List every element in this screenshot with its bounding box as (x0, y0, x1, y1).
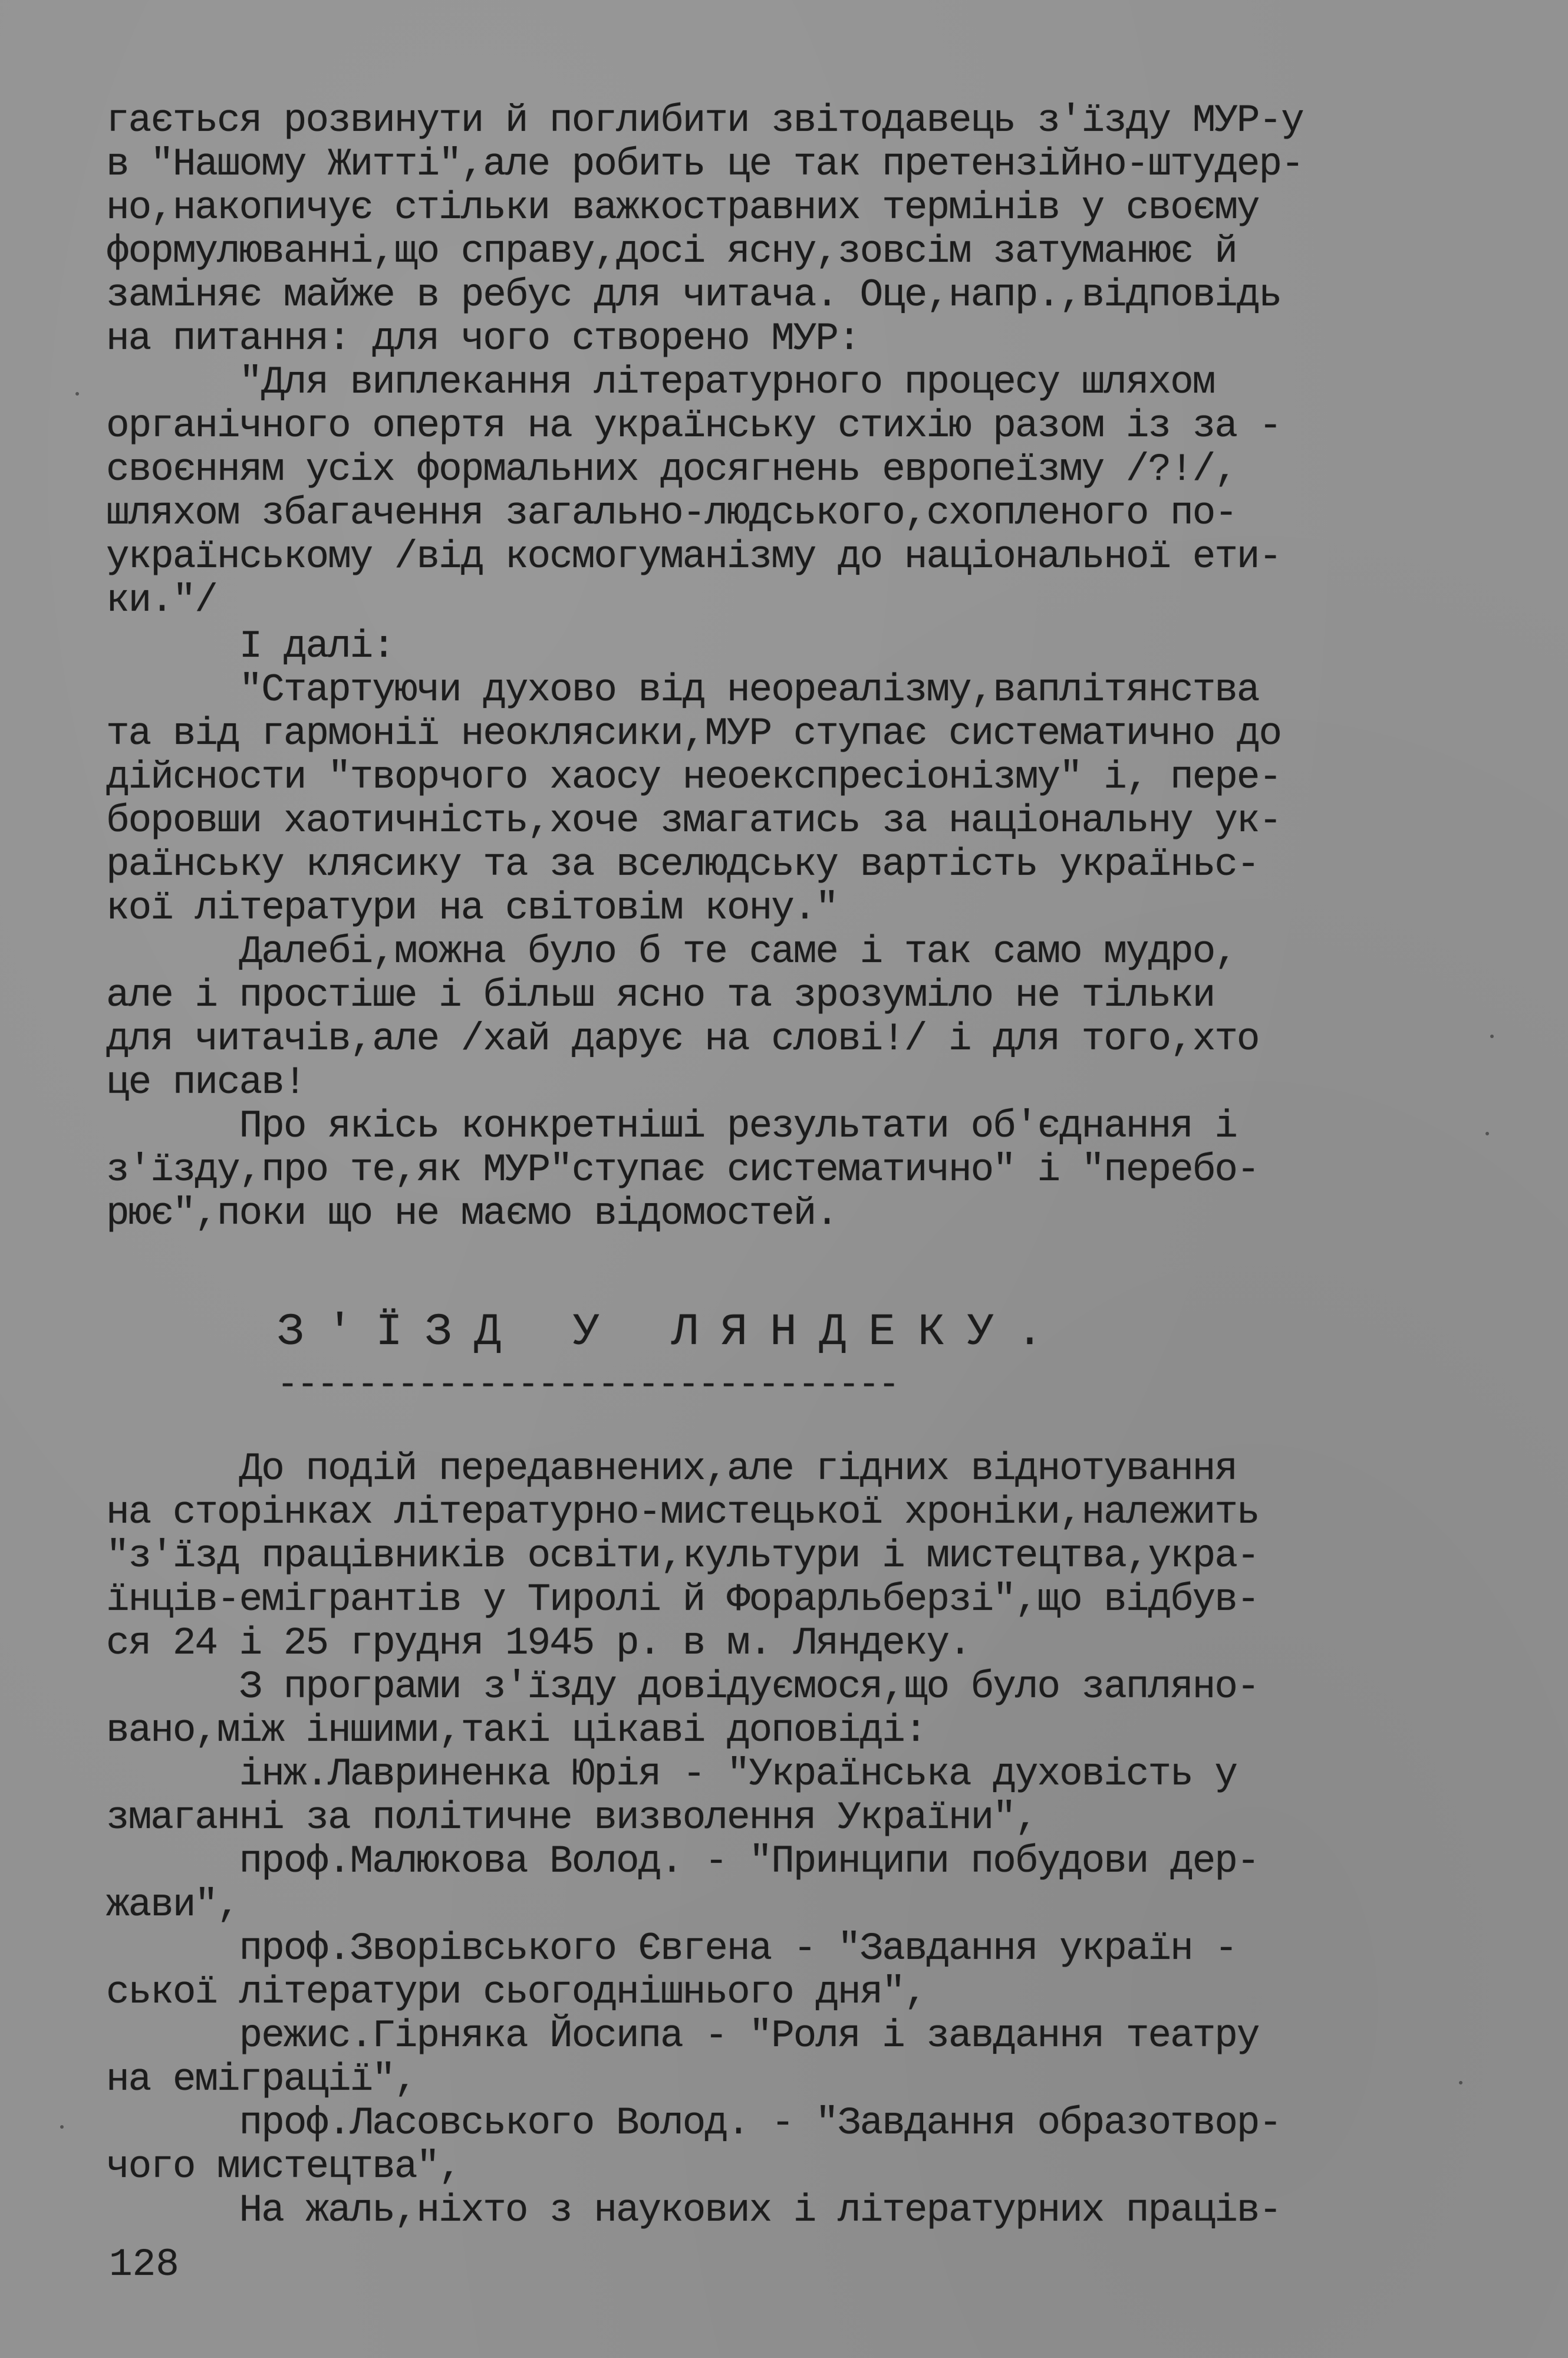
text-line: та від гармонії неоклясики,МУР ступає систематично до (106, 712, 1282, 756)
text-line: проф.Малюкова Волод. - "Принципи побудови дер- (106, 1839, 1259, 1883)
text-line: для читачів,але /хай дарує на слові!/ і для того,хто (106, 1017, 1259, 1061)
text-line: дійсности "творчого хаосу неоекспресіонізму" і, пере- (106, 755, 1282, 799)
text-block-top (106, 99, 1485, 623)
text-line: з'їзду,про те,як МУР"ступає систематично" і "перебо- (106, 1148, 1259, 1192)
text-line: боровши хаотичність,хоче змагатись за національну ук- (106, 799, 1282, 843)
text-line: шляхом збагачення загально-людського,схопленого по- (106, 491, 1237, 535)
text-line: "з'їзд працівників освіти,культури і мистецтва,укра- (106, 1534, 1259, 1578)
text-line: в "Нашому Житті",але робить це так претензійно-штудер- (106, 142, 1303, 186)
heading-underline: ------------------------------- (277, 1365, 899, 1405)
text-line: на питання: для чого створено МУР: (106, 317, 860, 361)
paper-speck (1459, 2081, 1462, 2084)
text-line: но,накопичує стільки важкостравних термінів у своєму (106, 186, 1259, 230)
text-line: ся 24 і 25 грудня 1945 р. в м. Ляндеку. (106, 1621, 971, 1665)
text-line: До подій передавнених,але гідних віднотування (106, 1447, 1237, 1491)
text-line: на сторінках літературно-мистецької хроніки,належить (106, 1490, 1259, 1534)
text-block-middle (106, 625, 1485, 1236)
text-line: але і простіше і більш ясно та зрозуміло не тільки (106, 973, 1215, 1017)
text-line: Про якісь конкретніші результати об'єднання і (106, 1104, 1237, 1148)
text-line: раїнську клясику та за вселюдську вартість україньс- (106, 842, 1259, 887)
text-line: жави", (106, 1883, 239, 1927)
text-line: гається розвинути й поглибити звітодавець з'їзду МУР-у (106, 98, 1303, 143)
text-line: інж.Лавриненка Юрія - "Українська духовість у (106, 1752, 1237, 1796)
text-line: заміняє майже в ребус для читача. Оце,напр.,відповідь (106, 273, 1282, 317)
text-line: ки."/ (106, 578, 218, 623)
paper-speck (1485, 1132, 1489, 1135)
paper-speck (60, 2125, 64, 2129)
text-line: На жаль,ніхто з наукових і літературних праців- (106, 2188, 1282, 2232)
text-line: формулюванні,що справу,досі ясну,зовсім затуманює й (106, 229, 1237, 274)
text-line: змаганні за політичне визволення України", (106, 1796, 1037, 1840)
text-line: проф.Ласовського Волод. - "Завдання образотвор- (106, 2101, 1282, 2145)
page-number: 128 (109, 2242, 179, 2287)
text-line: І далі: (106, 624, 394, 668)
text-line: своєнням усіх формальних досягнень европеїзму /?!/, (106, 447, 1237, 492)
text-line: З програми з'їзду довідуємося,що було заплянo- (106, 1665, 1259, 1709)
text-line: рює",поки що не маємо відомостей. (106, 1191, 838, 1236)
text-block-bottom (106, 1447, 1485, 2232)
section-heading: З'ЇЗД У ЛЯНДЕКУ. (277, 1307, 1066, 1358)
paper-speck (1490, 1035, 1494, 1038)
text-line: Далебі,можна було б те саме і так само мудро, (106, 930, 1237, 974)
paper-speck (75, 392, 79, 396)
text-line: їнців-емігрантів у Тиролі й Форарльберзі",що відбув- (106, 1578, 1259, 1622)
text-line: на еміграції", (106, 2057, 417, 2102)
text-line: органічного опертя на українську стихію разом із за - (106, 404, 1282, 448)
text-line: режис.Гірняка Йосипа - "Роля і завдання театру (106, 2014, 1259, 2058)
text-line: "Для виплекання літературного процесу шляхом (106, 360, 1215, 404)
text-line: проф.Зворівського Євгена - "Завдання україн - (106, 1926, 1237, 1971)
text-line: ської літератури сьогоднішнього дня", (106, 1970, 927, 2014)
text-line: українському /від космогуманізму до національної ети- (106, 535, 1282, 579)
text-line: це писав! (106, 1061, 306, 1105)
text-line: "Стартуючи духово від неореалізму,ваплітянства (106, 668, 1259, 712)
text-line: чого мистецтва", (106, 2145, 461, 2189)
text-line: вано,між іншими,такі цікаві доповіді: (106, 1708, 927, 1753)
text-line: кої літератури на світовім кону." (106, 886, 838, 930)
